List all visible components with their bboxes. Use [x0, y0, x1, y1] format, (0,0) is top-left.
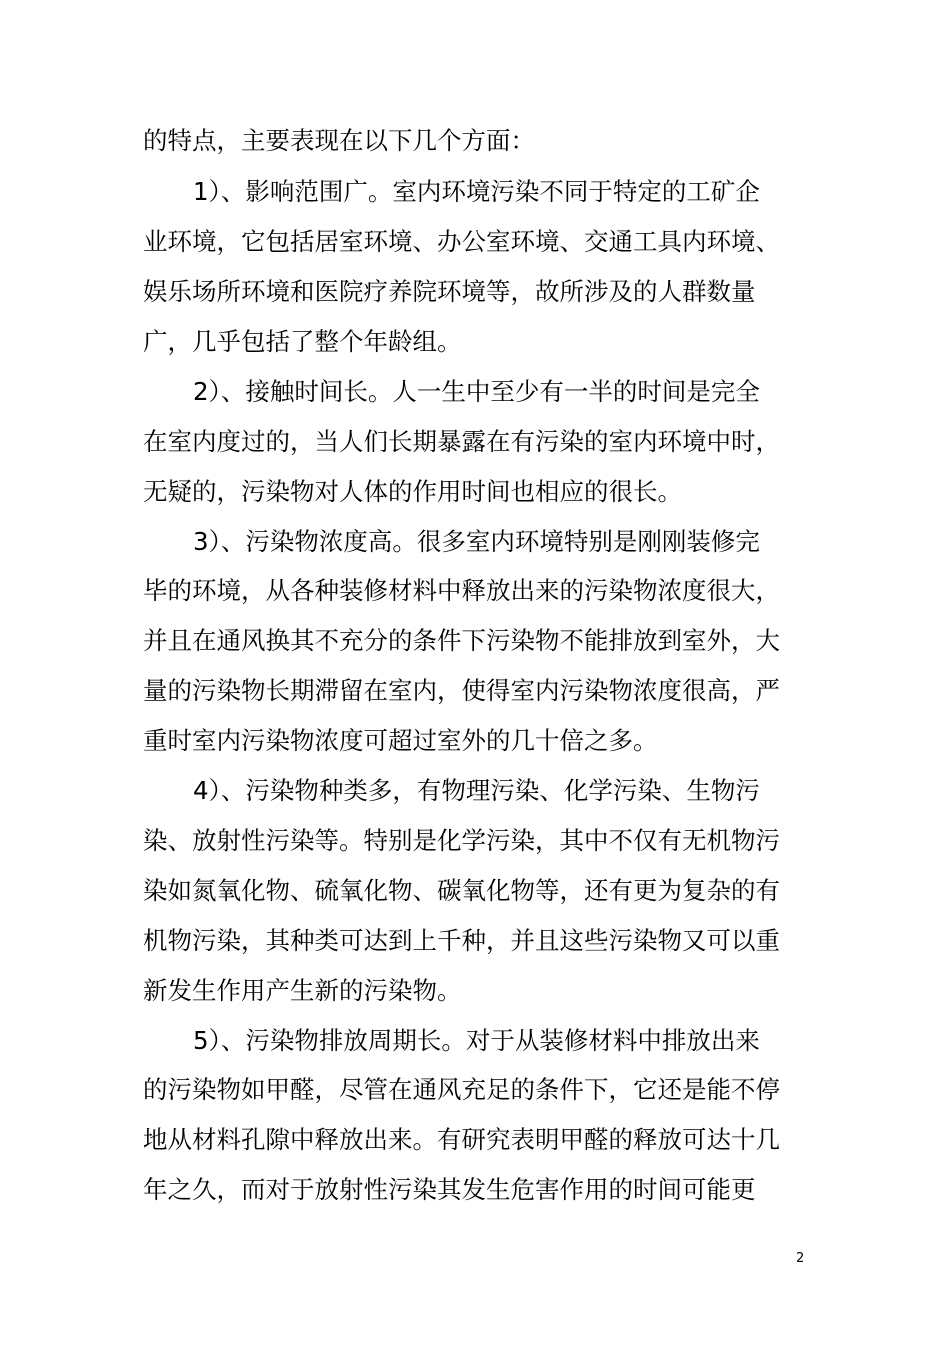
text-line: 2）、接触时间长。人一生中至少有一半的时间是完全	[193, 377, 760, 406]
text-line: 染、放射性污染等。特别是化学污染，其中不仅有无机物污	[143, 826, 780, 855]
text-line: 在室内度过的，当人们长期暴露在有污染的室内环境中时，	[143, 427, 780, 456]
text-line: 新发生作用产生新的污染物。	[143, 976, 462, 1005]
text-line: 染如氮氧化物、硫氧化物、碳氧化物等，还有更为复杂的有	[143, 876, 780, 905]
text-line: 广，几乎包括了整个年龄组。	[143, 327, 462, 356]
text-line: 4）、污染物种类多，有物理污染、化学污染、生物污	[193, 776, 760, 805]
text-line: 毕的环境，从各种装修材料中释放出来的污染物浓度很大，	[143, 576, 780, 605]
text-line: 地从材料孔隙中释放出来。有研究表明甲醛的释放可达十几	[143, 1125, 780, 1154]
text-line: 机物污染，其种类可达到上千种，并且这些污染物又可以重	[143, 926, 780, 955]
text-line: 的特点，主要表现在以下几个方面：	[143, 126, 535, 155]
text-line: 年之久，而对于放射性污染其发生危害作用的时间可能更	[143, 1175, 756, 1204]
text-line: 1）、影响范围广。室内环境污染不同于特定的工矿企	[193, 177, 760, 206]
text-line: 5）、污染物排放周期长。对于从装修材料中排放出来	[193, 1026, 760, 1055]
text-line: 无疑的，污染物对人体的作用时间也相应的很长。	[143, 477, 682, 506]
page-number: 2	[796, 1251, 805, 1266]
text-line: 重时室内污染物浓度可超过室外的几十倍之多。	[143, 726, 658, 755]
text-line: 娱乐场所环境和医院疗养院环境等，故所涉及的人群数量	[143, 277, 756, 306]
text-line: 的污染物如甲醛，尽管在通风充足的条件下，它还是能不停	[143, 1075, 780, 1104]
text-line: 并且在通风换其不充分的条件下污染物不能排放到室外，大	[143, 626, 780, 655]
text-line: 量的污染物长期滞留在室内，使得室内污染物浓度很高，严	[143, 676, 780, 705]
text-line: 3）、污染物浓度高。很多室内环境特别是刚刚装修完	[193, 527, 760, 556]
text-line: 业环境，它包括居室环境、办公室环境、交通工具内环境、	[143, 227, 780, 256]
